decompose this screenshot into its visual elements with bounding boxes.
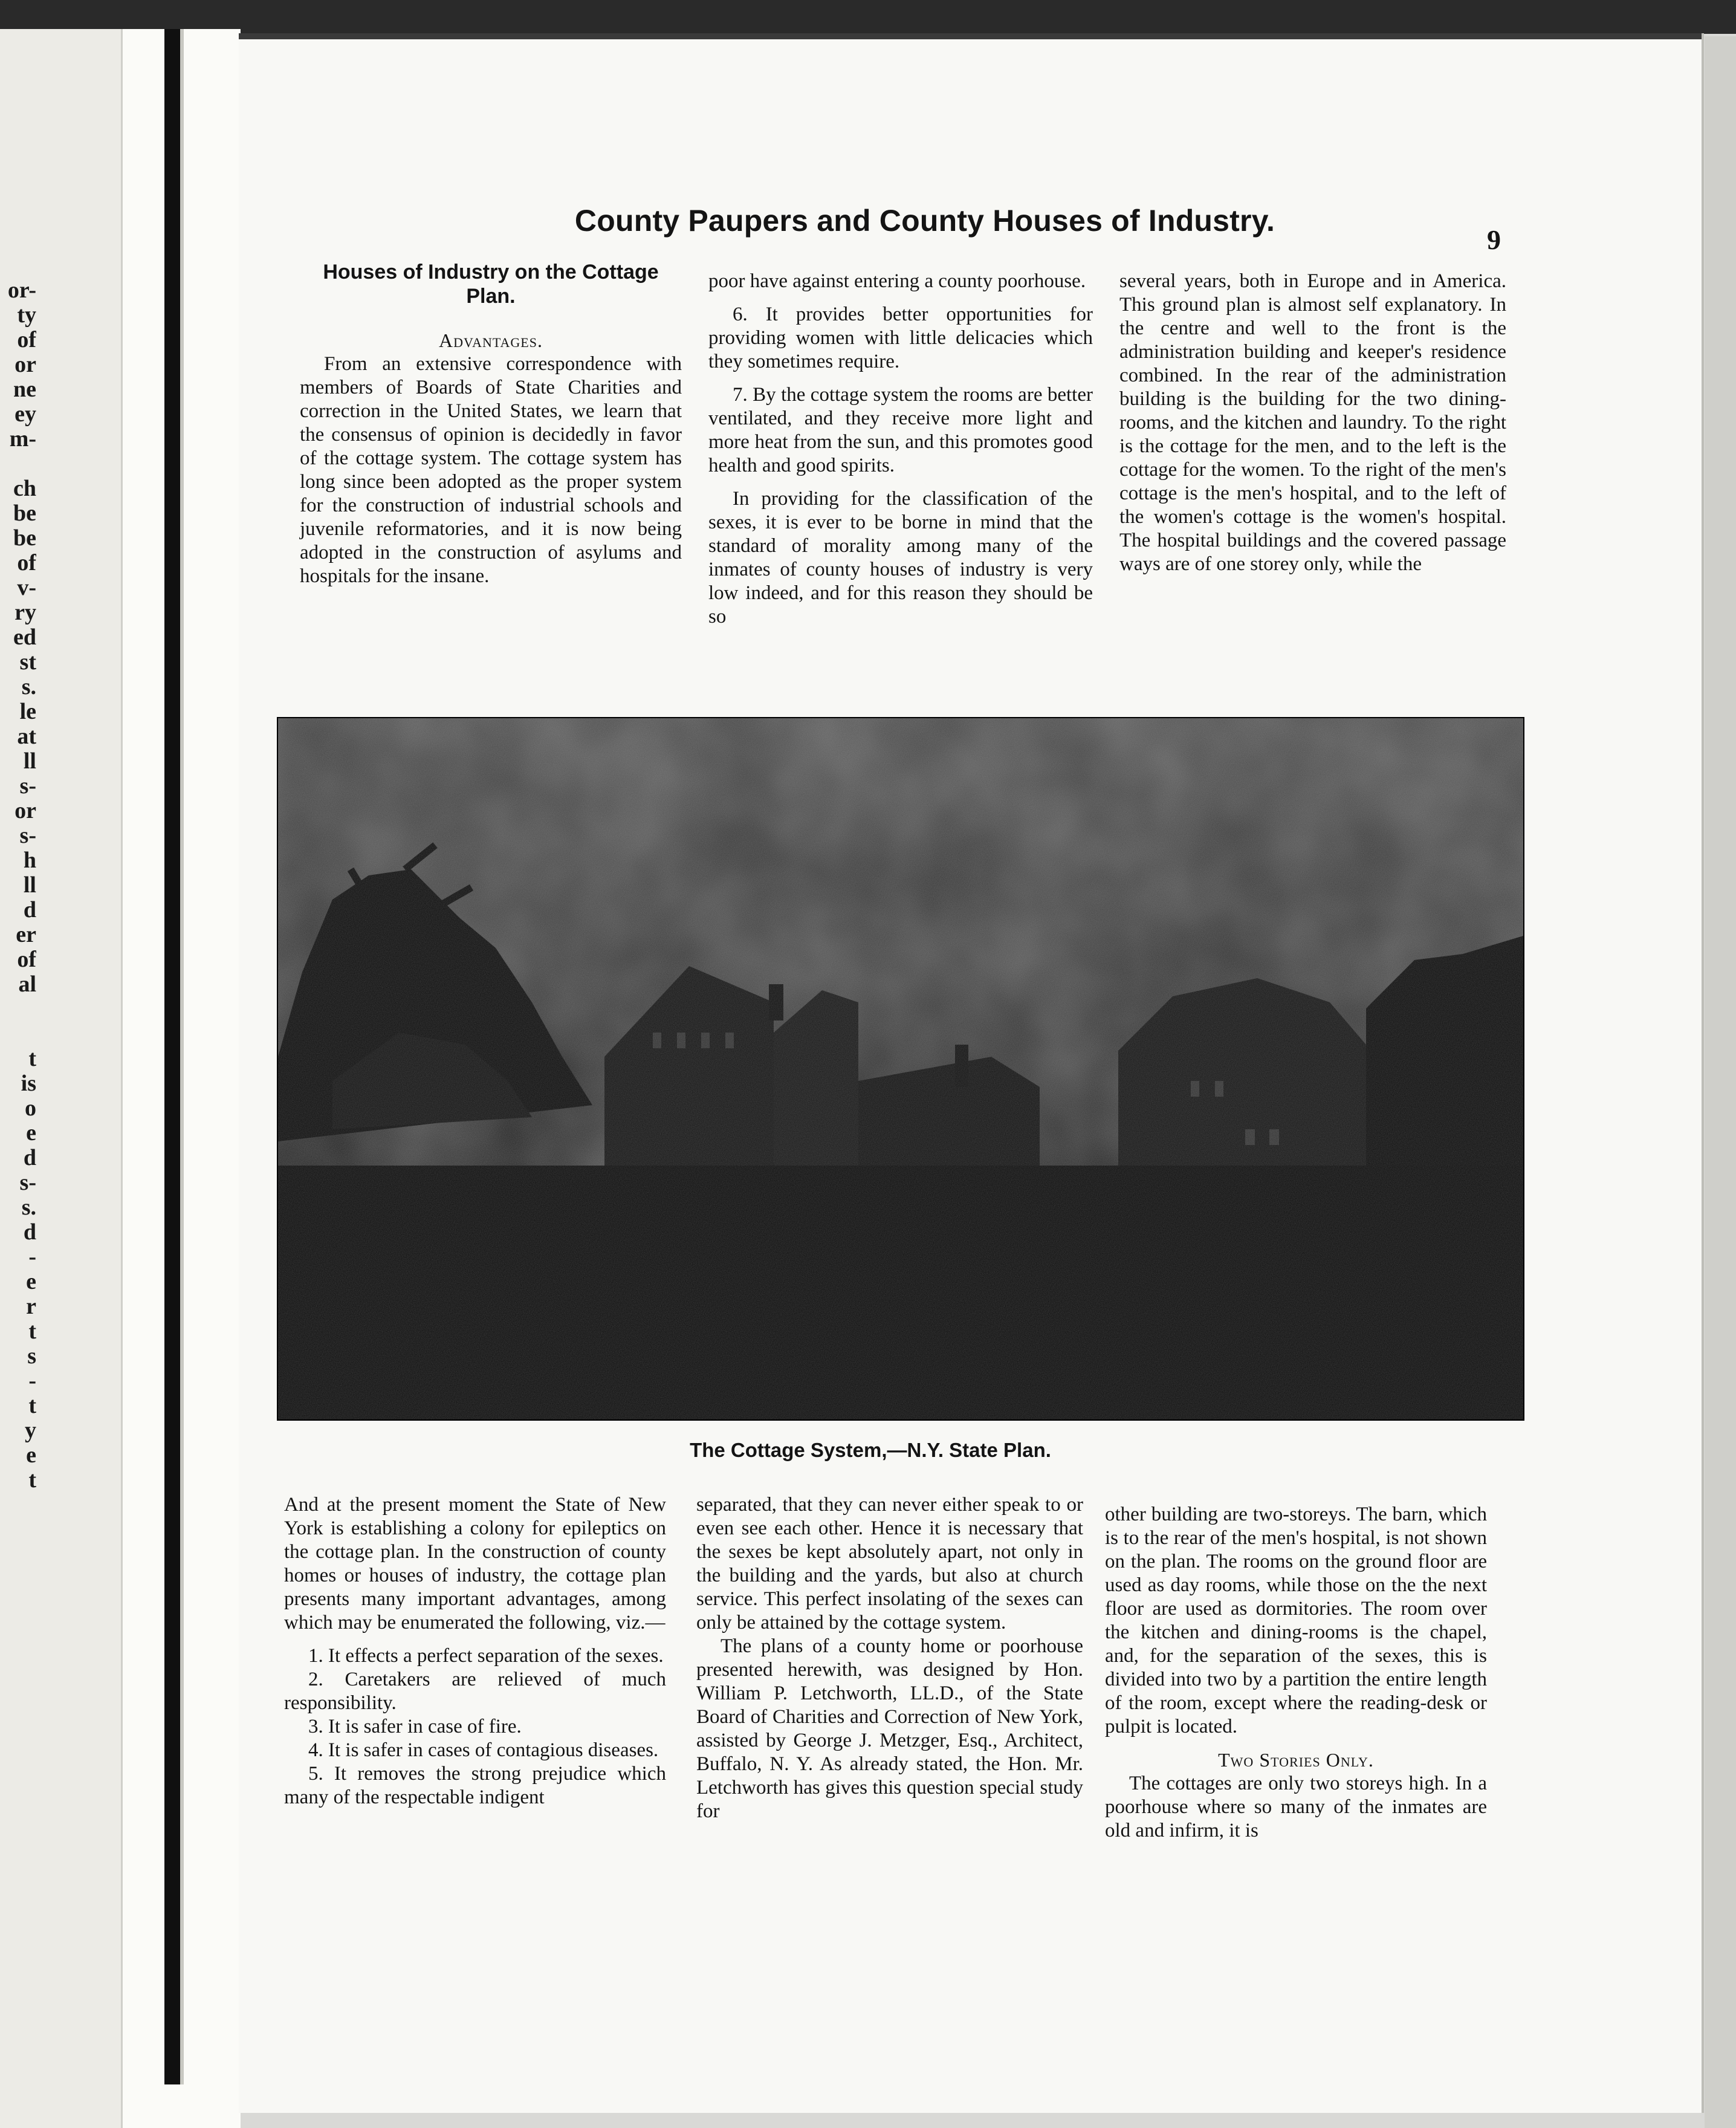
right-page-edge (1705, 36, 1736, 2128)
fragment-line: s- (19, 1170, 36, 1195)
subheading-advantages: Advantages. (439, 329, 543, 351)
paragraph: several years, both in Europe and in America. This ground plan is almost self explanatory. In the centre and well to the front is the administration building and keeper's residence combined. In the rear of the administration building is the building for the two dining-rooms, and the kitchen and laundry. To the right is the cottage for the men, and to the left is the cottage for the women. To the right of the men's cottage is the men's hospital, and to the left of the women's cottage is the women's hospital. The hospital buildings and the covered passage ways are of one storey only, while the (1119, 270, 1506, 575)
fragment-line: ty (17, 303, 36, 328)
fragment-line: ne (13, 377, 36, 402)
fragment-line (0, 997, 36, 1022)
fragment-line: s. (21, 1195, 36, 1220)
fragment-line: t (28, 1046, 36, 1071)
fragment-line (0, 452, 36, 476)
fragment-line: of (17, 551, 36, 576)
fragment-line: d (23, 1220, 36, 1245)
column-6 (1105, 1503, 1487, 1843)
cottage-system-photograph (277, 717, 1524, 1421)
fragment-line: be (13, 526, 36, 551)
fragment-line: - (28, 1369, 36, 1393)
fragment-line: ch (13, 476, 36, 501)
list-item: 5. It removes the strong prejudice which many of the respectable indigent (284, 1763, 666, 1808)
paragraph: The plans of a county home or poorhouse presented herewith, was designed by Hon. William P. Letchworth, LL.D., of the State Board of Charities and Correction of New York, assisted by George J. Metzger, Esq., Architect, Buffalo, N. Y. As already stated, the Hon. Mr. Letchworth has gives this question special study for (696, 1635, 1083, 1822)
list-item: 4. It is safer in cases of contagious diseases. (308, 1739, 659, 1761)
fragment-line: d (23, 898, 36, 923)
fragment-line: s (27, 1344, 36, 1369)
fragment-line: ry (15, 600, 36, 625)
fragment-line: s- (19, 823, 36, 848)
fragment-line: ed (13, 625, 36, 650)
fragment-line: be (13, 501, 36, 526)
fragment-line (0, 1022, 36, 1046)
paragraph: 7. By the cottage system the rooms are better ventilated, and they receive more light and more heat from the sun, and this promotes good health and good spirits. (708, 384, 1093, 476)
fragment-line: o (25, 1096, 36, 1121)
paragraph: And at the present moment the State of New York is establishing a colony for epileptics on the cottage plan. In the construction of county homes or houses of industry, the cottage plan presents many important advantages, among which may be enumerated the following, viz.— (284, 1494, 666, 1633)
fragment-line: st (19, 650, 36, 675)
column-1 (300, 260, 682, 588)
paragraph: In providing for the classification of the sexes, it is ever to be borne in mind that the standard of morality among many of the inmates of county houses of industry is very low indeed, and for this reason they should be so (708, 488, 1093, 628)
fragment-line: or (15, 799, 36, 823)
paragraph: 6. It provides better opportunities for providing women with little delicacies which they sometimes require. (708, 303, 1093, 372)
fragment-line: of (17, 328, 36, 352)
column-2 (708, 270, 1093, 629)
fragment-line: - (28, 1245, 36, 1270)
column-4 (284, 1493, 666, 1809)
fragment-line: e (26, 1270, 36, 1294)
fragment-line: v- (17, 576, 36, 600)
fragment-line: t (28, 1393, 36, 1418)
page-number: 9 (1487, 224, 1501, 255)
fragment-line: er (16, 923, 36, 947)
list-item: 1. It effects a perfect separation of the sexes. (308, 1645, 664, 1667)
fragment-line: s- (19, 774, 36, 799)
previous-page-text-fragments (0, 278, 36, 1493)
paragraph: poor have against entering a county poorhouse. (708, 270, 1086, 292)
fragment-line: m- (9, 427, 36, 452)
subheading-two-stories: Two Stories Only. (1218, 1749, 1374, 1771)
article-heading: Houses of Industry on the Cottage Plan. (323, 261, 659, 308)
column-3 (1119, 270, 1506, 576)
fragment-line: t (28, 1319, 36, 1344)
paragraph: From an extensive correspondence with members of Boards of State Charities and correction in the United States, we learn that the consensus of opinion is decidedly in favor of the cottage system. The cottage system has long since been adopted as the proper system for the construction of industrial schools and juvenile reformatories, and it is now being adopted in the construction of asylums and hospitals for the insane. (300, 353, 682, 587)
fragment-line: e (26, 1443, 36, 1468)
fragment-line: le (19, 699, 36, 724)
fragment-line: of (17, 947, 36, 972)
fragment-line: or (15, 352, 36, 377)
list-item: 3. It is safer in case of fire. (308, 1716, 522, 1737)
photo-caption: The Cottage System,—N.Y. State Plan. (690, 1439, 1051, 1461)
fragment-line: ll (23, 749, 36, 774)
spine-highlight (180, 29, 184, 2084)
photo-illustration (278, 718, 1523, 1419)
fragment-line: r (26, 1294, 36, 1319)
fragment-line: y (25, 1418, 36, 1443)
list-item: 2. Caretakers are relieved of much responsibility. (284, 1669, 666, 1714)
paragraph: separated, that they can never either speak to or even see each other. Hence it is necessary that the sexes be kept absolutely apart, not only in the building and the yards, but also at church service. This perfect insolating of the sexes can only be attained by the cottage system. (696, 1494, 1083, 1633)
book-spine-shadow (164, 29, 180, 2084)
fragment-line: e (26, 1121, 36, 1146)
paragraph: The cottages are only two storeys high. In a poorhouse where so many of the inmates are old and infirm, it is (1105, 1773, 1487, 1841)
paragraph: other building are two-storeys. The barn, which is to the rear of the men's hospital, is not shown on the plan. The rooms on the ground floor are used as day rooms, while those on the the next floor are used as dormitories. The room over the kitchen and dining-rooms is the chapel, and, for the separation of the sexes, this is divided into two by a partition the entire length of the room, except where the reading-desk or pulpit is located. (1105, 1504, 1487, 1737)
scan-top-edge (0, 0, 1736, 34)
fragment-line: at (17, 724, 36, 749)
fragment-line: or- (7, 278, 36, 303)
column-5 (696, 1493, 1083, 1823)
page-top-shadow (239, 33, 1702, 39)
running-title: County Paupers and County Houses of Industry. (574, 204, 1275, 238)
fragment-line: al (18, 972, 36, 997)
fragment-line: s. (21, 675, 36, 699)
fragment-line: d (23, 1146, 36, 1170)
fragment-line: t (28, 1468, 36, 1493)
fragment-line: h (23, 848, 36, 873)
fragment-line: is (21, 1071, 36, 1096)
fragment-line: ll (23, 873, 36, 898)
fragment-line: ey (15, 402, 36, 427)
